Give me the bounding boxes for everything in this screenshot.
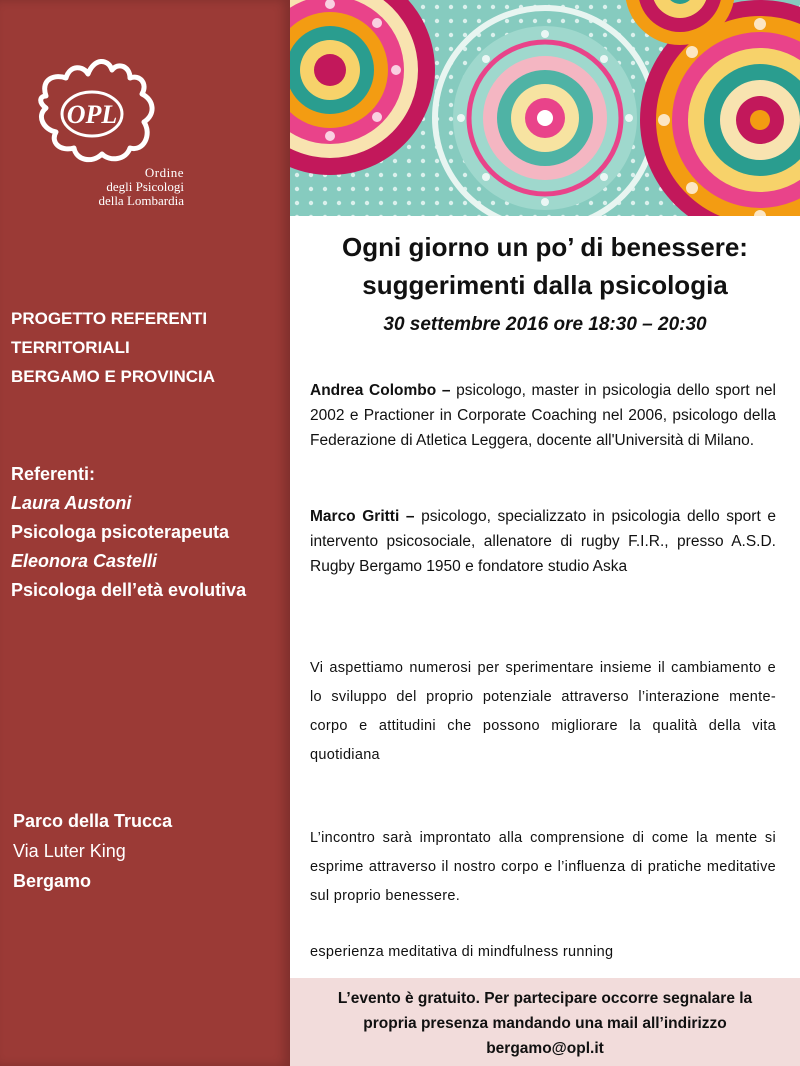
referents-block — [11, 460, 286, 605]
mandala-pattern-icon — [290, 0, 800, 216]
project-heading — [11, 304, 281, 391]
mindfulness-line: esperienza meditativa di mindfulness running — [310, 944, 614, 960]
venue-name: Parco della Trucca — [13, 811, 173, 831]
logo-line-3: della Lombardia — [98, 193, 184, 208]
referents-heading: Referenti: — [11, 464, 96, 484]
speaker-bio — [310, 504, 776, 579]
logo-caption — [54, 166, 184, 208]
project-line: BERGAMO E PROVINCIA — [11, 367, 216, 386]
event-date: 30 settembre 2016 ore 18:30 – 20:30 — [383, 314, 707, 335]
mandala-banner-image — [290, 0, 800, 216]
footer-line-1: L’evento è gratuito. Per partecipare occorre segnalare la — [337, 990, 753, 1007]
contact-email: bergamo@opl.it — [486, 1040, 604, 1057]
logo-line-2: degli Psicologi — [106, 179, 184, 194]
speaker-bio — [310, 378, 776, 453]
venue-city: Bergamo — [13, 871, 92, 891]
opl-logo — [26, 48, 276, 218]
footer-line-2: propria presenza mandando una mail all’indirizzo — [363, 1015, 727, 1032]
project-line: PROGETTO REFERENTI — [11, 309, 208, 328]
speaker-name: Andrea Colombo – — [310, 382, 451, 399]
referent-name: Laura Austoni — [11, 493, 132, 513]
meeting-paragraph: L’incontro sarà improntato alla comprensione di come la mente si esprime attraverso il nostro corpo e l’influenza di pratiche meditative sul proprio benessere. — [310, 830, 776, 904]
referent-name: Eleonora Castelli — [11, 551, 158, 571]
speaker-description: psicologo, master in psicologia dello sport nel 2002 e Practioner in Corporate Coaching nel 2006, psicologo della Federazione di Atletica Leggera, docente all'Università di Milano. — [310, 382, 777, 449]
venue-street: Via Luter King — [13, 841, 126, 861]
speaker-name: Marco Gritti – — [310, 508, 415, 525]
event-title — [290, 228, 800, 304]
venue-block — [13, 806, 273, 896]
invitation-paragraph: Vi aspettiamo numerosi per sperimentare insieme il cambiamento e lo sviluppo del proprio potenziale attraverso l’interazione mente- corpo e attitudini che possono migliorare la qualità della vita quotidiana — [310, 660, 776, 763]
event-title-line-1: Ogni giorno un po’ di benessere: — [342, 232, 748, 262]
registration-footer — [290, 978, 800, 1066]
svg-text:OPL: OPL — [66, 100, 118, 129]
lombardy-outline-icon — [26, 48, 176, 168]
referent-role: Psicologa psicoterapeuta — [11, 522, 230, 542]
speaker-description: psicologo, specializzato in psicologia dello sport e intervento psicosociale, allenatore di rugby F.I.R., presso A.S.D. Rugby Bergamo 1950 e fondatore studio Aska — [310, 508, 776, 575]
sidebar-panel — [0, 0, 290, 1066]
project-line: TERRITORIALI — [11, 338, 130, 357]
event-title-line-2: suggerimenti dalla psicologia — [362, 270, 728, 300]
logo-line-1: Ordine — [144, 165, 184, 180]
referent-role: Psicologa dell’età evolutiva — [11, 580, 247, 600]
